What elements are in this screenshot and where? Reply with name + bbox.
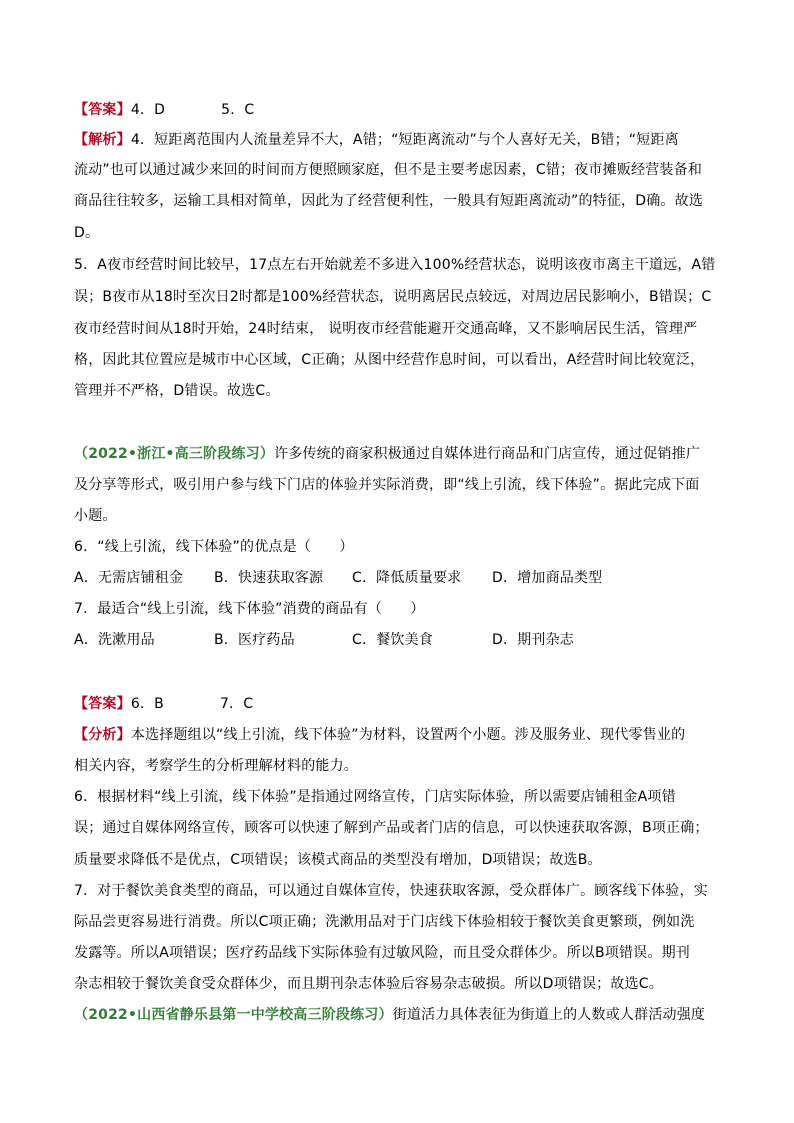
answer-line-6-7 <box>74 695 734 713</box>
analysis-line: 6．根据材料“线上引流，线下体验”是指通过网络宣传，门店实际体验，所以需要店铺租金A项错 <box>74 789 676 805</box>
analysis-line: 杂志相较于餐饮美食受众群体少，而且期刊杂志体验后容易杂志破损。所以D项错误；故选C。 <box>74 976 663 992</box>
analysis-text: 4．短距离范围内人流量差异不大，A错；“短距离流动”与个人喜好无关，B错；“短距离 <box>130 132 679 148</box>
analysis-line: 际品尝更容易进行消费。所以C项正确；洗漱用品对于门店线下体验相较于餐饮美食更繁琐，例如洗 <box>74 914 695 930</box>
analysis-line: 格，因此其位置应是城市中心区域，C正确；从图中经营作息时间，可以看出，A经营时间比较宽泛， <box>74 352 705 368</box>
option-b: B．医疗药品 <box>214 632 295 648</box>
answer-6: 6．B <box>130 696 164 712</box>
question-intro <box>74 1006 734 1024</box>
analysis-line: 相关内容，考察学生的分析理解材料的能力。 <box>74 758 358 774</box>
analysis-line: 误；B夜市从18时至次日2时都是100%经营状态，说明离居民点较远，对周边居民影响小，B错误；C <box>74 289 712 305</box>
analysis-tag: 【解析】 <box>74 132 131 148</box>
intro-line: 小题。 <box>74 508 117 524</box>
intro-text: 许多传统的商家积极通过自媒体进行商品和门店宣传，通过促销推广 <box>274 446 701 462</box>
option-d: D．期刊杂志 <box>492 632 574 648</box>
analysis-line: 7．对于餐饮美食类型的商品，可以通过自媒体宣传，快速获取客源，受众群体广。顾客线下体验，实 <box>74 883 708 899</box>
answer-tag: 【答案】 <box>74 102 131 118</box>
analysis-line <box>74 131 734 149</box>
question-6-options <box>74 569 734 587</box>
question-7-options <box>74 631 734 649</box>
analysis-line: 5．A夜市经营时间比较早，17点左右开始就差不多进入100%经营状态，说明该夜市离主干道远，A错 <box>74 257 716 273</box>
answer-5: 5．C <box>221 102 255 118</box>
question-intro <box>74 445 734 463</box>
question-source: （2022•浙江•高三阶段练习） <box>74 446 275 462</box>
option-c: C．餐饮美食 <box>352 632 433 648</box>
analysis-line: 夜市经营时间从18时开始，24时结束， 说明夜市经营能避开交通高峰，又不影响居民生活，管理严 <box>74 321 698 337</box>
intro-line: 及分享等形式，吸引用户参与线下门店的体验并实际消费，即“线上引流，线下体验”。据此完成下面 <box>74 477 700 493</box>
option-c: C．降低质量要求 <box>352 570 462 586</box>
option-a: A．洗漱用品 <box>74 632 155 648</box>
question-source: （2022•山西省静乐县第一中学校高三阶段练习） <box>74 1007 393 1023</box>
analysis-line: 发露等。所以A项错误；医疗药品线下实际体验有过敏风险，而且受众群体少。所以B项错误。期刊 <box>74 945 690 961</box>
answer-line-4-5 <box>74 101 734 119</box>
answer-tag: 【答案】 <box>74 696 131 712</box>
analysis-line: 管理并不严格，D错误。故选C。 <box>74 383 280 399</box>
option-a: A．无需店铺租金 <box>74 570 184 586</box>
analysis-line <box>74 726 734 744</box>
analysis-line: 商品往往较多，运输工具相对简单，因此为了经营便利性，一般具有短距离流动”的特征，D确。故选 <box>74 193 704 209</box>
analysis-line: 质量要求降低不是优点，C项错误；该模式商品的类型没有增加，D项错误；故选B。 <box>74 852 602 868</box>
analysis-line: 流动”也可以通过减少来回的时间而方便照顾家庭，但不是主要考虑因素，C错；夜市摊贩经营装备和 <box>74 162 703 178</box>
intro-text: 街道活力具体表征为街道上的人数或人群活动强度 <box>392 1007 706 1023</box>
option-b: B．快速获取客源 <box>214 570 324 586</box>
analysis-tag: 【分析】 <box>74 727 131 743</box>
option-d: D．增加商品类型 <box>492 570 603 586</box>
analysis-line: D。 <box>74 225 100 241</box>
analysis-text: 本选择题组以“线上引流，线下体验”为材料，设置两个小题。涉及服务业、现代零售业的 <box>130 727 686 743</box>
answer-7: 7．C <box>219 696 254 712</box>
question-6: 6．“线上引流，线下体验”的优点是（ ） <box>74 539 354 555</box>
analysis-line: 误；通过自媒体网络宣传，顾客可以快速了解到产品或者门店的信息，可以快速获取客源，B项正确； <box>74 820 709 836</box>
answer-4: 4．D <box>130 102 166 118</box>
question-7: 7．最适合“线上引流，线下体验”消费的商品有（ ） <box>74 601 425 617</box>
